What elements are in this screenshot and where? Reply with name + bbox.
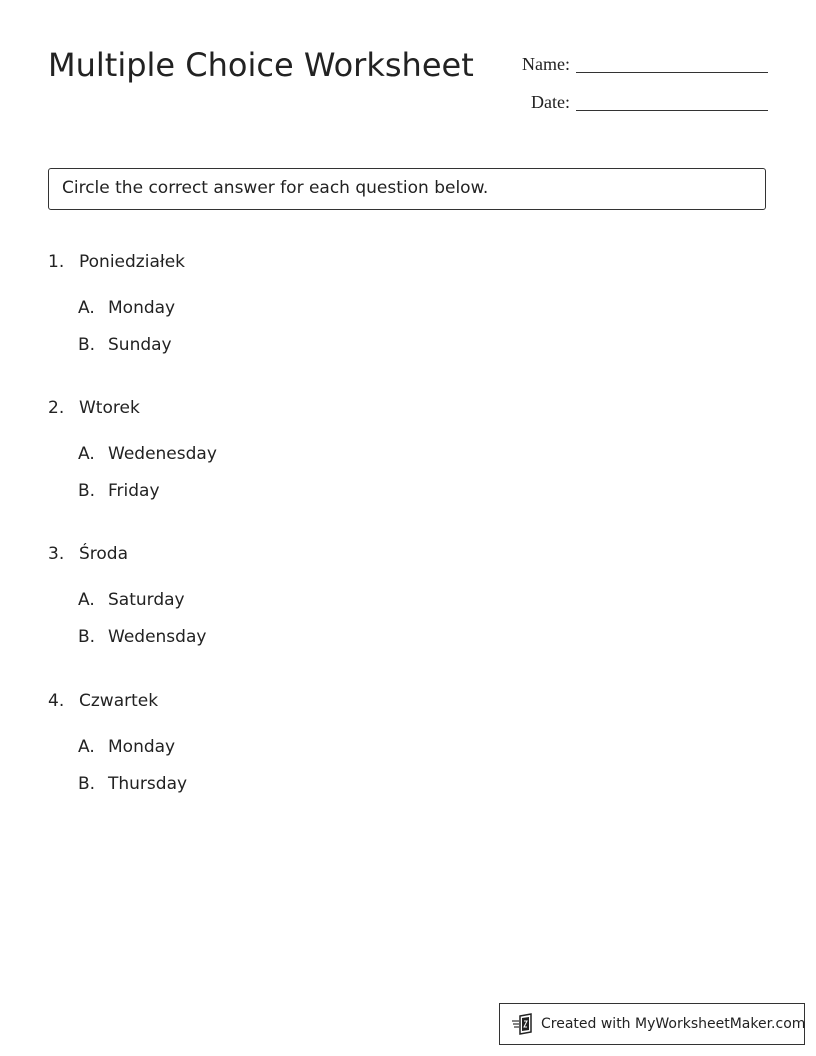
option-letter: A. xyxy=(78,298,95,318)
option-text: Sunday xyxy=(108,335,172,355)
option-letter: B. xyxy=(78,481,96,501)
option-text: Wedenesday xyxy=(108,444,217,464)
option-letter: A. xyxy=(78,590,95,610)
answer-option-b[interactable] xyxy=(78,481,217,518)
question-2 xyxy=(48,398,217,518)
answer-option-b[interactable] xyxy=(78,774,187,811)
option-letter: B. xyxy=(78,627,96,647)
question-stem xyxy=(48,544,206,568)
date-field[interactable] xyxy=(531,92,768,111)
question-text: Czwartek xyxy=(79,691,159,711)
question-1 xyxy=(48,252,185,372)
answer-option-b[interactable] xyxy=(78,335,185,372)
answer-options xyxy=(78,590,206,664)
answer-options xyxy=(78,444,217,518)
footer-text[interactable]: Created with MyWorksheetMaker.com xyxy=(541,1016,806,1032)
question-stem xyxy=(48,691,187,715)
worksheet-title: Multiple Choice Worksheet xyxy=(48,46,474,84)
question-number: 3. xyxy=(48,544,65,564)
question-text: Wtorek xyxy=(79,398,140,418)
question-number: 2. xyxy=(48,398,65,418)
option-text: Friday xyxy=(108,481,160,501)
option-text: Monday xyxy=(108,737,176,757)
worksheet-maker-logo-icon xyxy=(511,1013,535,1035)
instructions-box: Circle the correct answer for each question below. xyxy=(48,168,766,210)
option-text: Saturday xyxy=(108,590,185,610)
name-label: Name: xyxy=(522,54,570,74)
option-text: Thursday xyxy=(108,774,188,794)
date-line[interactable] xyxy=(576,92,768,111)
answer-options xyxy=(78,737,187,811)
option-text: Wedensday xyxy=(108,627,207,647)
option-letter: B. xyxy=(78,335,96,355)
question-number: 1. xyxy=(48,252,65,272)
question-4 xyxy=(48,691,187,811)
question-text: Środa xyxy=(79,544,129,564)
answer-option-a[interactable] xyxy=(78,737,187,774)
option-text: Monday xyxy=(108,298,176,318)
question-text: Poniedziałek xyxy=(79,252,185,272)
option-letter: A. xyxy=(78,737,95,757)
question-stem xyxy=(48,398,217,422)
option-letter: A. xyxy=(78,444,95,464)
answer-option-a[interactable] xyxy=(78,590,206,627)
answer-option-a[interactable] xyxy=(78,444,217,481)
option-letter: B. xyxy=(78,774,96,794)
question-number: 4. xyxy=(48,691,65,711)
date-label: Date: xyxy=(531,92,570,112)
answer-option-a[interactable] xyxy=(78,298,185,335)
name-field[interactable] xyxy=(522,54,768,73)
answer-option-b[interactable] xyxy=(78,627,206,664)
question-stem xyxy=(48,252,185,276)
answer-options xyxy=(78,298,185,372)
footer-badge[interactable] xyxy=(499,1003,805,1045)
name-line[interactable] xyxy=(576,54,768,73)
question-3 xyxy=(48,544,206,664)
